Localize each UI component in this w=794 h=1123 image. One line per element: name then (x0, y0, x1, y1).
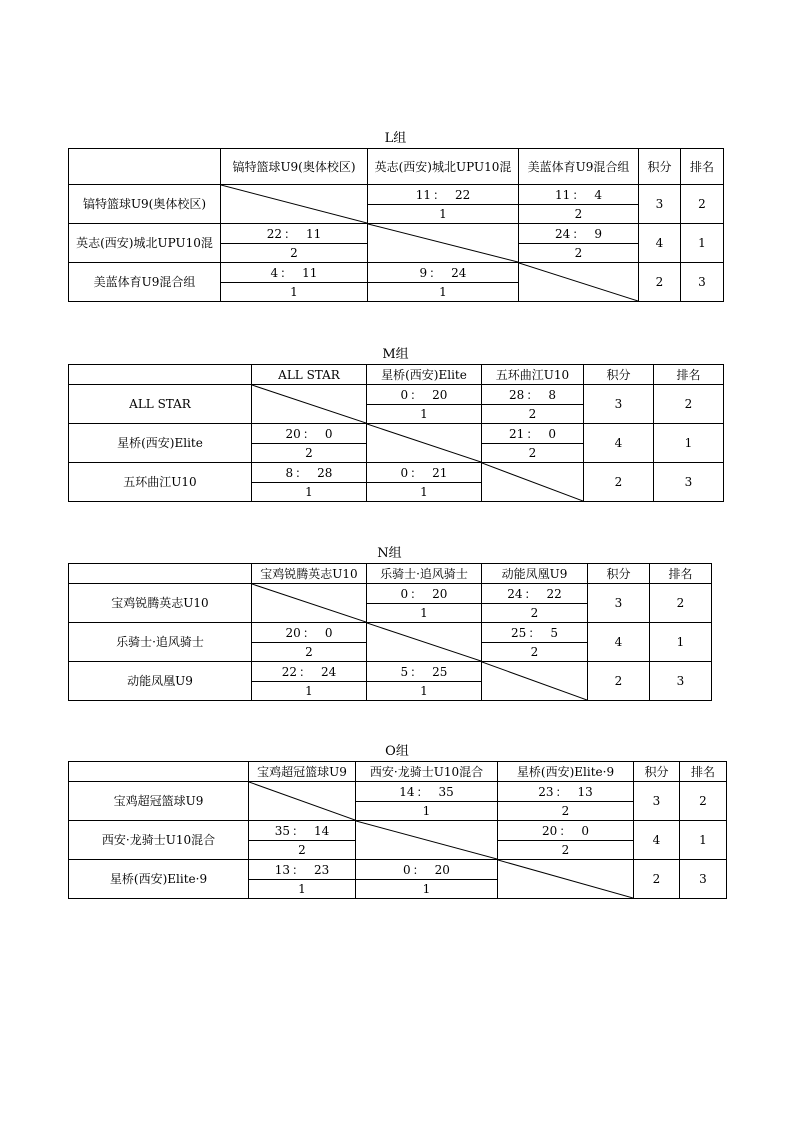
total-points-cell: 2 (639, 263, 681, 302)
score-home: 5 (400, 664, 409, 679)
team-row (69, 263, 724, 283)
score-separator: ： (429, 265, 442, 280)
score-separator: ： (410, 387, 423, 402)
score-home: 28 (509, 387, 525, 402)
match-score (275, 863, 330, 877)
match-score (416, 188, 471, 202)
team-row (69, 584, 712, 604)
match-points-cell: 1 (249, 880, 356, 899)
score-home: 22 (281, 664, 297, 679)
row-team-name: 动能凤凰U9 (69, 662, 252, 701)
match-score-cell (367, 662, 482, 682)
score-home: 14 (399, 784, 415, 799)
corner-cell (69, 365, 252, 385)
score-separator: ： (526, 426, 539, 441)
score-away: 11 (306, 226, 322, 241)
score-separator: ： (572, 187, 585, 202)
self-match-diagonal-cell (221, 185, 368, 224)
diagonal-line (249, 782, 355, 820)
total-points-cell: 4 (584, 424, 654, 463)
self-match-diagonal-cell (252, 584, 367, 623)
rank-cell: 2 (680, 782, 727, 821)
score-away: 24 (451, 265, 467, 280)
column-team-name: 英志(西安)城北UPU10混 (368, 149, 519, 185)
score-home: 4 (270, 265, 279, 280)
rank-header: 排名 (681, 149, 724, 185)
row-team-name: 宝鸡超冠篮球U9 (69, 782, 249, 821)
points-header: 积分 (639, 149, 681, 185)
score-away: 0 (548, 426, 556, 441)
rank-cell: 3 (654, 463, 724, 502)
match-score-cell (367, 584, 482, 604)
group-title: O组 (385, 744, 409, 759)
score-separator: ： (412, 862, 425, 877)
round-robin-table (68, 563, 712, 701)
self-match-diagonal-cell (249, 782, 356, 821)
corner-cell (69, 149, 221, 185)
match-score-cell (252, 424, 367, 444)
match-score-cell (519, 224, 639, 244)
self-match-diagonal-cell (498, 860, 634, 899)
match-points-cell: 1 (368, 283, 519, 302)
score-home: 25 (511, 625, 527, 640)
match-points-cell: 2 (482, 643, 588, 662)
self-match-diagonal-cell (482, 463, 584, 502)
score-away: 0 (581, 823, 589, 838)
self-match-diagonal-cell (252, 385, 367, 424)
match-points-cell: 1 (367, 604, 482, 623)
match-score (271, 266, 318, 280)
total-points-cell: 3 (639, 185, 681, 224)
score-home: 11 (555, 187, 571, 202)
score-away: 25 (432, 664, 448, 679)
match-points-cell: 2 (498, 841, 634, 860)
score-home: 23 (538, 784, 554, 799)
score-home: 20 (285, 625, 301, 640)
rank-cell: 3 (680, 860, 727, 899)
match-score (511, 626, 558, 640)
row-team-name: 西安·龙骑士U10混合 (69, 821, 249, 860)
match-score (401, 466, 448, 480)
match-score-cell (368, 263, 519, 283)
self-match-diagonal-cell (482, 662, 588, 701)
diagonal-line (498, 860, 633, 898)
total-points-cell: 3 (588, 584, 650, 623)
score-away: 0 (324, 625, 333, 640)
match-score-cell (252, 463, 367, 483)
column-team-name: 星桥(西安)Elite (367, 365, 482, 385)
match-points-cell: 1 (368, 205, 519, 224)
match-points-cell: 2 (252, 444, 367, 463)
match-score-cell (356, 782, 498, 802)
rank-cell: 1 (650, 623, 712, 662)
match-score (542, 824, 589, 838)
points-header: 积分 (634, 762, 680, 782)
match-score-cell (252, 623, 367, 643)
match-score (401, 587, 448, 601)
team-row (69, 860, 727, 880)
score-separator: ： (433, 187, 446, 202)
column-team-name: 美蓝体育U9混合组 (519, 149, 639, 185)
match-score (286, 626, 333, 640)
self-match-diagonal-cell (356, 821, 498, 860)
score-away: 20 (432, 387, 448, 402)
match-score-cell (498, 821, 634, 841)
team-row (69, 623, 712, 643)
diagonal-line (252, 584, 366, 622)
score-home: 24 (507, 586, 523, 601)
column-team-name: 宝鸡锐腾英志U10 (252, 564, 367, 584)
column-team-name: 西安·龙骑士U10混合 (356, 762, 498, 782)
match-points-cell: 2 (498, 802, 634, 821)
self-match-diagonal-cell (367, 623, 482, 662)
match-points-cell: 1 (252, 682, 367, 701)
column-team-name: 乐骑士·追风骑士 (367, 564, 482, 584)
match-score-cell (498, 782, 634, 802)
points-header: 积分 (584, 365, 654, 385)
rank-cell: 2 (654, 385, 724, 424)
match-points-cell: 2 (249, 841, 356, 860)
rank-cell: 2 (650, 584, 712, 623)
score-away: 0 (324, 426, 333, 441)
score-away: 28 (317, 465, 333, 480)
match-points-cell: 1 (367, 483, 482, 502)
diagonal-line (252, 385, 366, 423)
total-points-cell: 4 (634, 821, 680, 860)
score-home: 9 (419, 265, 428, 280)
match-score (509, 388, 556, 402)
row-team-name: 美蓝体育U9混合组 (69, 263, 221, 302)
match-score-cell (519, 185, 639, 205)
match-score-cell (367, 385, 482, 405)
match-score-cell (221, 263, 368, 283)
score-away: 13 (577, 784, 593, 799)
rank-cell: 3 (681, 263, 724, 302)
score-separator: ： (292, 823, 305, 838)
score-separator: ： (284, 226, 297, 241)
diagonal-line (482, 662, 587, 700)
score-separator: ： (555, 784, 568, 799)
self-match-diagonal-cell (519, 263, 639, 302)
score-away: 14 (314, 823, 330, 838)
score-separator: ： (410, 586, 423, 601)
team-row (69, 424, 724, 444)
header-row (69, 149, 724, 185)
score-separator: ： (410, 664, 423, 679)
diagonal-line (519, 263, 638, 301)
team-row (69, 463, 724, 483)
header-row (69, 762, 727, 782)
score-home: 11 (415, 187, 431, 202)
match-score (286, 466, 333, 480)
group-section (68, 131, 723, 302)
match-score-cell (368, 185, 519, 205)
rank-header: 排名 (650, 564, 712, 584)
match-score (399, 785, 454, 799)
score-home: 22 (266, 226, 282, 241)
diagonal-line (482, 463, 583, 501)
total-points-cell: 3 (584, 385, 654, 424)
match-points-cell: 1 (356, 880, 498, 899)
score-home: 13 (274, 862, 290, 877)
match-score (267, 227, 322, 241)
self-match-diagonal-cell (368, 224, 519, 263)
match-points-cell: 1 (221, 283, 368, 302)
self-match-diagonal-cell (367, 424, 482, 463)
score-away: 20 (432, 586, 448, 601)
score-home: 20 (542, 823, 558, 838)
score-away: 22 (546, 586, 562, 601)
group-section (68, 546, 711, 701)
match-points-cell: 2 (252, 643, 367, 662)
total-points-cell: 4 (639, 224, 681, 263)
score-separator: ： (526, 387, 539, 402)
score-home: 0 (403, 862, 411, 877)
score-separator: ： (280, 265, 293, 280)
team-row (69, 782, 727, 802)
match-points-cell: 2 (482, 444, 584, 463)
row-team-name: 星桥(西安)Elite (69, 424, 252, 463)
corner-cell (69, 564, 252, 584)
match-score (507, 587, 562, 601)
match-score (509, 427, 556, 441)
match-score (420, 266, 467, 280)
score-separator: ： (302, 625, 315, 640)
match-score (286, 427, 333, 441)
match-score-cell (221, 224, 368, 244)
group-title: M组 (382, 347, 409, 362)
match-score-cell (482, 584, 588, 604)
match-points-cell: 1 (356, 802, 498, 821)
match-score-cell (356, 860, 498, 880)
match-score (538, 785, 593, 799)
row-team-name: 星桥(西安)Elite·9 (69, 860, 249, 899)
column-team-name: 星桥(西安)Elite·9 (498, 762, 634, 782)
score-home: 8 (285, 465, 294, 480)
group-section (68, 347, 723, 502)
points-header: 积分 (588, 564, 650, 584)
match-score (282, 665, 337, 679)
score-separator: ： (302, 426, 315, 441)
rank-cell: 1 (681, 224, 724, 263)
match-points-cell: 2 (482, 604, 588, 623)
score-away: 8 (548, 387, 556, 402)
match-points-cell: 2 (519, 205, 639, 224)
score-separator: ： (416, 784, 429, 799)
team-row (69, 662, 712, 682)
match-score-cell (482, 623, 588, 643)
score-separator: ： (410, 465, 423, 480)
round-robin-table (68, 148, 724, 302)
score-separator: ： (524, 586, 537, 601)
match-score-cell (249, 821, 356, 841)
diagonal-line (367, 424, 481, 462)
score-home: 35 (274, 823, 290, 838)
match-score (275, 824, 330, 838)
match-points-cell: 1 (367, 682, 482, 701)
score-away: 35 (438, 784, 454, 799)
match-score (401, 665, 448, 679)
match-score (555, 188, 602, 202)
rank-cell: 1 (654, 424, 724, 463)
match-score-cell (249, 860, 356, 880)
match-score (555, 227, 602, 241)
score-home: 0 (400, 387, 409, 402)
score-away: 22 (455, 187, 471, 202)
match-points-cell: 1 (367, 405, 482, 424)
team-row (69, 821, 727, 841)
row-team-name: 英志(西安)城北UPU10混 (69, 224, 221, 263)
score-separator: ： (299, 664, 312, 679)
diagonal-line (367, 623, 481, 661)
round-robin-table (68, 364, 724, 502)
score-home: 0 (400, 586, 409, 601)
rank-header: 排名 (654, 365, 724, 385)
total-points-cell: 3 (634, 782, 680, 821)
score-away: 24 (321, 664, 337, 679)
score-separator: ： (528, 625, 541, 640)
score-away: 23 (314, 862, 330, 877)
diagonal-line (368, 224, 518, 262)
score-home: 21 (509, 426, 525, 441)
team-row (69, 224, 724, 244)
total-points-cell: 2 (588, 662, 650, 701)
match-score-cell (482, 385, 584, 405)
team-row (69, 385, 724, 405)
rank-header: 排名 (680, 762, 727, 782)
match-score-cell (482, 424, 584, 444)
column-team-name: 镐特篮球U9(奥体校区) (221, 149, 368, 185)
round-robin-table (68, 761, 727, 899)
match-points-cell: 2 (221, 244, 368, 263)
score-away: 21 (432, 465, 448, 480)
total-points-cell: 2 (634, 860, 680, 899)
column-team-name: 动能凤凰U9 (482, 564, 588, 584)
score-separator: ： (292, 862, 305, 877)
rank-cell: 1 (680, 821, 727, 860)
match-score-cell (252, 662, 367, 682)
row-team-name: ALL STAR (69, 385, 252, 424)
score-away: 5 (550, 625, 558, 640)
match-score (401, 388, 448, 402)
score-home: 24 (555, 226, 571, 241)
row-team-name: 镐特篮球U9(奥体校区) (69, 185, 221, 224)
total-points-cell: 2 (584, 463, 654, 502)
score-home: 0 (400, 465, 409, 480)
column-team-name: 宝鸡超冠篮球U9 (249, 762, 356, 782)
match-points-cell: 2 (482, 405, 584, 424)
score-away: 4 (594, 187, 602, 202)
group-section (68, 744, 726, 899)
score-separator: ： (295, 465, 308, 480)
score-away: 11 (302, 265, 318, 280)
header-row (69, 365, 724, 385)
total-points-cell: 4 (588, 623, 650, 662)
diagonal-line (356, 821, 497, 859)
diagonal-line (221, 185, 367, 223)
group-title: N组 (377, 546, 402, 561)
column-team-name: ALL STAR (252, 365, 367, 385)
group-title: L组 (384, 131, 407, 146)
team-row (69, 185, 724, 205)
match-score (403, 863, 450, 877)
match-points-cell: 2 (519, 244, 639, 263)
row-team-name: 五环曲江U10 (69, 463, 252, 502)
score-home: 20 (285, 426, 301, 441)
score-separator: ： (572, 226, 585, 241)
column-team-name: 五环曲江U10 (482, 365, 584, 385)
match-points-cell: 1 (252, 483, 367, 502)
row-team-name: 宝鸡锐腾英志U10 (69, 584, 252, 623)
match-score-cell (367, 463, 482, 483)
rank-cell: 2 (681, 185, 724, 224)
score-separator: ： (559, 823, 572, 838)
rank-cell: 3 (650, 662, 712, 701)
header-row (69, 564, 712, 584)
score-away: 9 (594, 226, 602, 241)
score-away: 20 (434, 862, 450, 877)
corner-cell (69, 762, 249, 782)
row-team-name: 乐骑士·追风骑士 (69, 623, 252, 662)
